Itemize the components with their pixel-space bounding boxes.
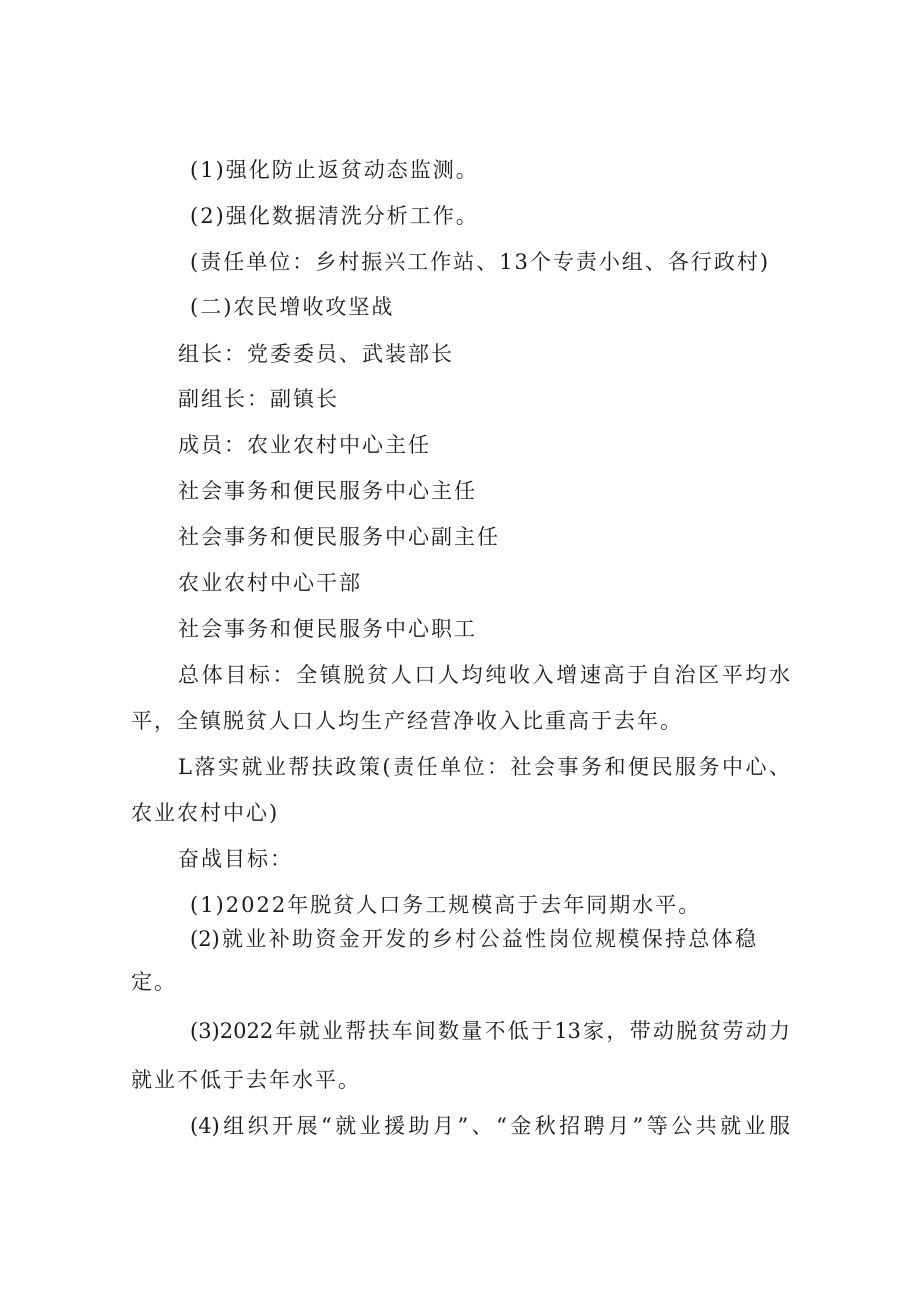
text-line-5: 组长：党委委员、武装部长 [178,342,454,366]
text-line-17: (1)2022年脱贫人口务工规模高于去年同期水平。 [190,893,702,917]
text-line-22: (4)组织开展“就业援助月”、“金秋招聘月”等公共就业服 [190,1114,790,1138]
text-line-9: 社会事务和便民服务中心副主任 [178,525,500,549]
text-line-19: 定。 [131,970,177,994]
text-line-1: (1)强化防止返贫动态监测。 [190,158,479,182]
text-line-13: 平，全镇脱贫人口人均生产经营净收入比重高于去年。 [131,709,683,733]
text-line-16: 奋战目标： [178,847,293,871]
text-line-7: 成员：农业农村中心主任 [178,433,431,457]
text-line-20: (3)2022年就业帮扶车间数量不低于13家，带动脱贫劳动力 [190,1019,790,1043]
text-line-10: 农业农村中心干部 [178,571,362,595]
text-line-21: 就业不低于去年水平。 [131,1068,361,1092]
text-line-11: 社会事务和便民服务中心职工 [178,617,477,641]
text-line-15: 农业农村中心) [131,801,280,825]
text-line-6: 副组长：副镇长 [178,387,339,411]
text-line-3: (责任单位：乡村振兴工作站、13个专责小组、各行政村) [190,250,771,274]
text-line-2: (2)强化数据清洗分析工作。 [190,204,479,228]
text-line-8: 社会事务和便民服务中心主任 [178,479,477,503]
text-line-12: 总体目标：全镇脱贫人口人均纯收入增速高于自治区平均水 [178,663,790,687]
text-line-18: (2)就业补助资金开发的乡村公益性岗位规模保持总体稳 [190,927,756,951]
text-line-4: (二)农民增收攻坚战 [190,295,395,319]
text-line-14: L落实就业帮扶政策(责任单位：社会事务和便民服务中心、 [178,755,790,779]
